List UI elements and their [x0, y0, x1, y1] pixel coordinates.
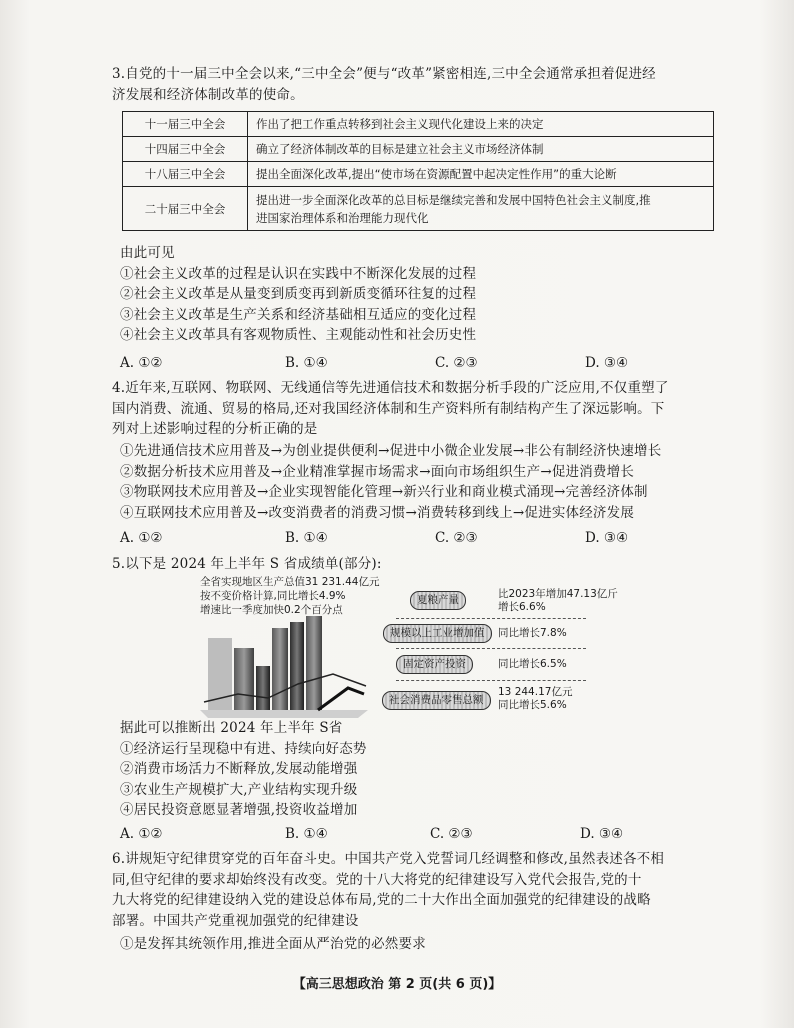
- separator-rule: [396, 648, 586, 649]
- q5-lead: 据此可以推断出 2024 年上半年 S省: [120, 720, 343, 736]
- pill-retail-sales: 社会消费品零售总额: [382, 691, 491, 710]
- statement: ③物联网技术应用普及→企业实现智能化管理→新兴行业和商业模式涌现→完善经济体制: [120, 484, 648, 500]
- q3-stem: [112, 64, 718, 105]
- statement: ①是发挥其统领作用,推进全面从严治党的必然要求: [120, 936, 426, 952]
- gdp-line: 全省实现地区生产总值31 231.44亿元: [200, 576, 380, 588]
- stat-line: 同比增长6.5%: [498, 658, 567, 670]
- option-d: D. ③④: [585, 355, 629, 371]
- q6-statements: [120, 934, 720, 955]
- stat-line: 同比增长7.8%: [498, 627, 567, 639]
- table-row: [123, 137, 714, 162]
- q4-options: [120, 530, 720, 550]
- stat-line: 同比增长5.6%: [498, 699, 567, 711]
- stat-summer-grain: [498, 588, 618, 614]
- statement: ②社会主义改革是从量变到质变再到新质变循环往复的过程: [120, 286, 477, 302]
- statement: ②数据分析技术应用普及→企业精准掌握市场需求→面向市场组织生产→促进消费增长: [120, 463, 635, 480]
- pill-summer-grain: 夏粮产量: [410, 591, 466, 610]
- option-c: C. ②③: [435, 530, 478, 546]
- separator-rule: [396, 618, 586, 619]
- statement: ③农业生产规模扩大,产业结构实现升级: [120, 781, 358, 798]
- q5-statements: [120, 718, 720, 821]
- stat-industry: [498, 627, 567, 640]
- q6-stem: [112, 849, 718, 931]
- gdp-line: 增速比一季度加快0.2个百分点: [200, 604, 343, 616]
- option-a: A. ①②: [120, 355, 163, 371]
- plenum-content-line: 进国家治理体系和治理能力现代化: [256, 210, 429, 225]
- plenum-content: 作出了把工作重点转移到社会主义现代化建设上来的决定: [248, 112, 714, 137]
- q6-stem-line: 同,但守纪律的要求却始终没有改变。党的十八大将党的纪律建设写入党代会报告,党的十: [112, 871, 642, 888]
- statement: ④互联网技术应用普及→改变消费者的消费习惯→消费转移到线上→促进实体经济发展: [120, 504, 635, 521]
- pill-industry: 规模以上工业增加值: [383, 624, 492, 643]
- plenum-session: 十一届三中全会: [123, 112, 248, 137]
- q5-stem-line: 5.以下是 2024 年上半年 S 省成绩单(部分):: [112, 556, 382, 572]
- option-c: C. ②③: [435, 355, 478, 371]
- option-a: A. ①②: [120, 530, 163, 546]
- stat-retail-sales: [498, 686, 572, 712]
- separator-rule: [396, 680, 586, 681]
- plenum-session: 十四届三中全会: [123, 137, 248, 162]
- q6-stem-line: 6.讲规矩守纪律贯穿党的百年奋斗史。中国共产党入党誓词几经调整和修改,虽然表述各不相: [112, 851, 665, 867]
- q4-statements: [120, 441, 720, 523]
- option-b: B. ①④: [285, 355, 328, 371]
- q6-stem-line: 部署。中国共产党重视加强党的纪律建设: [112, 912, 359, 929]
- statement: ①经济运行呈现稳中有进、持续向好态势: [120, 740, 367, 757]
- statement: ④社会主义改革具有客观物质性、主观能动性和社会历史性: [120, 327, 477, 343]
- plenum-content: [248, 187, 714, 231]
- plenum-session: 十八届三中全会: [123, 162, 248, 187]
- q3-statements: [120, 243, 720, 346]
- q4-stem-line: 列对上述影响过程的分析正确的是: [112, 421, 318, 437]
- page-footer: 【高三思想政治 第 2 页(共 6 页)】: [292, 977, 502, 992]
- decorative-bar-graphic: [198, 614, 370, 718]
- q3-stem-line: 济发展和经济体制改革的使命。: [112, 86, 304, 103]
- q5-stem: [112, 554, 718, 575]
- table-row: [123, 162, 714, 187]
- q3-plenum-table: [122, 111, 714, 231]
- pill-fixed-investment: 固定资产投资: [396, 655, 473, 674]
- statement: ③社会主义改革是生产关系和经济基础相互适应的变化过程: [120, 306, 477, 323]
- plenum-session: 二十届三中全会: [123, 187, 248, 231]
- q3-stem-line: 3.自党的十一届三中全会以来,“三中全会”便与“改革”紧密相连,三中全会通常承担着促进经: [112, 66, 656, 82]
- stat-line: 增长6.6%: [498, 601, 546, 613]
- option-a: A. ①②: [120, 826, 163, 842]
- q3-options: [120, 355, 720, 375]
- q6-stem-line: 九大将党的纪律建设纳入党的建设总体布局,党的二十大作出全面加强党的纪律建设的战略: [112, 892, 651, 908]
- table-row: [123, 112, 714, 137]
- stat-line: 13 244.17亿元: [498, 686, 573, 698]
- stat-fixed-investment: [498, 658, 567, 671]
- gdp-line: 按不变价格计算,同比增长4.9%: [200, 590, 346, 602]
- plenum-content-line: 提出进一步全面深化改革的总目标是继续完善和发展中国特色社会主义制度,推: [256, 192, 651, 207]
- statement: ②消费市场活力不断释放,发展动能增强: [120, 761, 358, 777]
- q4-stem: [112, 378, 718, 440]
- option-d: D. ③④: [585, 530, 629, 546]
- q3-lead: 由此可见: [120, 245, 175, 261]
- stat-line: 比2023年增加47.13亿斤: [498, 588, 618, 600]
- plenum-content: 确立了经济体制改革的目标是建立社会主义市场经济体制: [248, 137, 714, 162]
- option-d: D. ③④: [580, 826, 624, 842]
- q4-stem-line: 4.近年来,互联网、物联网、无线通信等先进通信技术和数据分析手段的广泛应用,不仅重塑了: [112, 380, 669, 396]
- plenum-content: 提出全面深化改革,提出“使市场在资源配置中起决定性作用”的重大论断: [248, 162, 714, 187]
- gdp-summary: [200, 575, 379, 617]
- option-c: C. ②③: [430, 826, 473, 842]
- table-row: [123, 187, 714, 231]
- option-b: B. ①④: [285, 530, 328, 546]
- option-b: B. ①④: [285, 826, 328, 842]
- statement: ④居民投资意愿显著增强,投资收益增加: [120, 802, 358, 818]
- q5-options: [120, 826, 720, 846]
- q4-stem-line: 国内消费、流通、贸易的格局,还对我国经济体制和生产资料所有制结构产生了深远影响。下: [112, 400, 665, 417]
- statement: ①先进通信技术应用普及→为创业提供便利→促进中小微企业发展→非公有制经济快速增长: [120, 443, 662, 459]
- statement: ①社会主义改革的过程是认识在实践中不断深化发展的过程: [120, 265, 477, 282]
